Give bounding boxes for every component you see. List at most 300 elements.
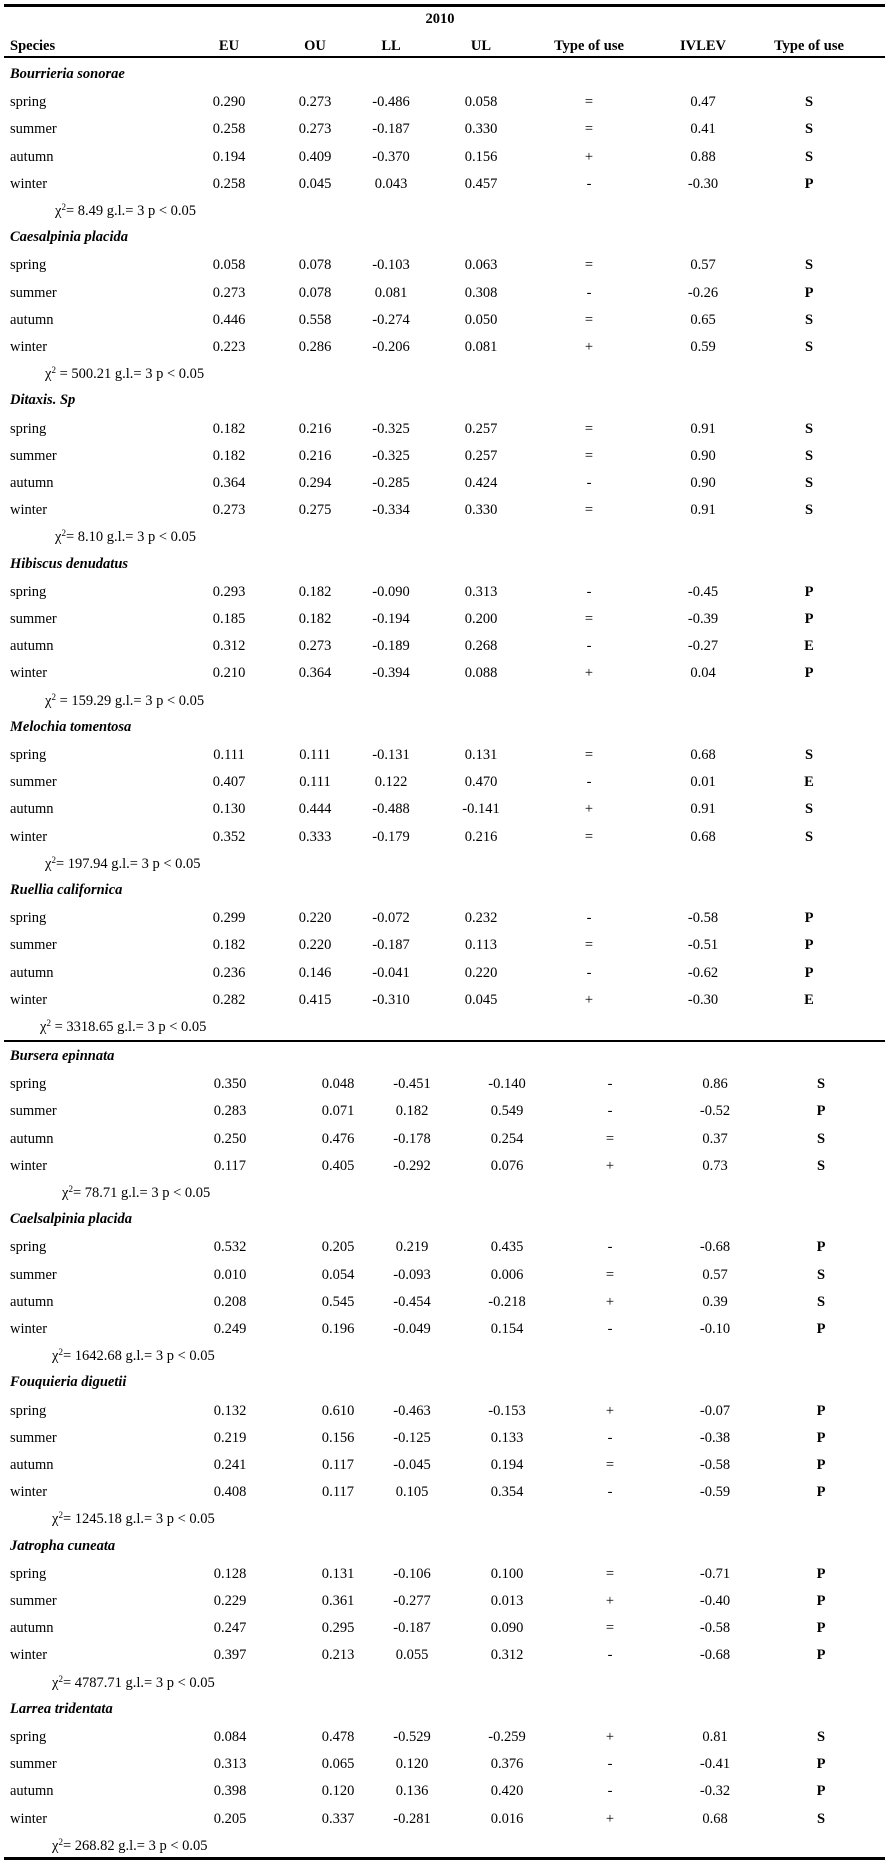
ivlev-cell: 0.39 [702,1293,728,1310]
ivlev-cell: 0.90 [690,447,716,464]
season-cell: winter [10,502,48,519]
ou-cell: 0.182 [298,611,332,627]
ou-cell: 0.196 [321,1321,355,1337]
ivlev-cell: -0.41 [699,1756,731,1773]
season-cell: autumn [10,1130,54,1147]
ivlev-cell: 0.86 [702,1076,728,1093]
ivlev-cell: -0.10 [699,1321,731,1337]
ou-cell: 0.048 [321,1076,355,1093]
season-cell: summer [10,1103,57,1120]
ivlev-cell: 0.57 [702,1266,728,1283]
class-cell: P [804,583,814,600]
ll-cell: -0.292 [393,1157,431,1174]
class-cell: S [804,475,814,491]
eu-cell: 0.111 [213,747,245,763]
section-divider [4,1040,885,1042]
chi-symbol: χ [45,692,52,709]
chi-square-note [45,692,204,710]
header-ul: UL [470,38,492,54]
sign-cell: = [584,311,594,328]
class-cell: P [804,611,814,627]
ivlev-cell: -0.68 [699,1647,731,1664]
ul-cell: 0.232 [464,910,498,927]
ul-cell: 0.549 [490,1103,524,1120]
sign-cell: = [584,420,594,437]
sign-cell: - [586,583,592,600]
eu-cell: 0.312 [212,638,246,655]
eu-cell: 0.293 [212,583,246,600]
ll-cell: -0.090 [372,583,410,600]
ll-cell: -0.454 [393,1293,431,1310]
chi-symbol: χ [62,1185,69,1201]
chi-value: = 268.82 g.l.= 3 p < 0.05 [62,1837,208,1854]
sign-cell: - [607,1321,613,1337]
ou-cell: 0.216 [298,447,332,464]
ul-cell: 0.435 [490,1239,524,1256]
ul-cell: -0.218 [488,1293,526,1310]
ll-cell: -0.189 [372,638,410,655]
chi-symbol: χ [45,366,52,383]
ul-cell: 0.308 [464,284,498,301]
eu-cell: 0.130 [212,801,246,818]
season-cell: winter [10,1647,48,1664]
ll-cell: -0.131 [372,747,410,763]
season-cell: autumn [10,1457,54,1473]
year-header: 2010 [425,11,455,27]
ivlev-cell: -0.68 [699,1239,731,1256]
header-ou: OU [304,38,326,54]
sign-cell: = [584,828,594,845]
eu-cell: 0.247 [213,1620,247,1637]
ll-cell: -0.049 [393,1321,431,1337]
chi-square-note [62,1184,210,1202]
class-cell: S [804,257,814,274]
header-ivlev: IVLEV [680,38,726,54]
ou-cell: 0.545 [321,1293,355,1310]
species-name: Bourrieria sonorae [10,66,125,82]
ll-cell: 0.219 [395,1239,429,1256]
ll-cell: -0.488 [372,801,410,818]
ll-cell: -0.274 [372,311,410,328]
species-name: Larrea tridentata [10,1700,113,1717]
class-cell: S [816,1266,826,1283]
class-cell: P [816,1457,826,1473]
ul-cell: 0.376 [490,1756,524,1773]
class-cell: S [804,801,814,818]
season-cell: spring [10,583,47,600]
chi-value: = 78.71 g.l.= 3 p < 0.05 [72,1185,211,1201]
sign-cell: - [607,1756,613,1773]
season-cell: winter [10,339,48,355]
chi-exponent: 2 [58,1510,63,1521]
class-cell: P [804,665,814,682]
sign-cell: + [605,1729,615,1745]
season-cell: winter [10,175,48,192]
ll-cell: -0.451 [393,1076,431,1093]
ivlev-cell: -0.30 [687,991,719,1008]
ou-cell: 0.273 [298,94,332,111]
sign-cell: = [584,257,594,274]
ll-cell: -0.187 [393,1620,431,1637]
season-cell: spring [10,910,47,927]
chi-symbol: χ [52,1348,59,1365]
eu-cell: 0.241 [213,1457,247,1473]
ivlev-cell: -0.52 [699,1103,731,1120]
chi-value: = 197.94 g.l.= 3 p < 0.05 [55,855,201,872]
ul-cell: 0.156 [464,148,498,165]
ivlev-cell: -0.58 [687,910,719,927]
chi-square-note [52,1347,215,1365]
class-cell: S [816,1076,826,1093]
ivlev-cell: 0.04 [690,665,716,682]
sign-cell: + [584,339,594,355]
ivlev-cell: -0.58 [699,1620,731,1637]
eu-cell: 0.364 [212,475,246,491]
sign-cell: + [605,1157,615,1174]
ou-cell: 0.220 [298,910,332,927]
ll-cell: -0.281 [393,1810,431,1827]
ivlev-cell: 0.57 [690,257,716,274]
chi-value: = 3318.65 g.l.= 3 p < 0.05 [50,1019,207,1035]
sign-cell: - [586,910,592,927]
ivlev-cell: 0.68 [690,747,716,763]
sign-cell: - [607,1484,613,1501]
ul-cell: 0.470 [464,774,498,791]
ul-cell: 0.006 [490,1266,524,1283]
eu-cell: 0.219 [213,1429,247,1446]
ivlev-cell: -0.51 [687,937,719,954]
sign-cell: - [586,284,592,301]
season-cell: autumn [10,1620,54,1637]
ul-cell: 0.050 [464,311,498,328]
ul-cell: 0.313 [464,583,498,600]
ul-cell: 0.090 [490,1620,524,1637]
chi-square-note [52,1510,215,1528]
chi-symbol: χ [52,1837,59,1854]
eu-cell: 0.128 [213,1565,247,1582]
ul-cell: 0.194 [490,1457,524,1473]
species-name: Hibiscus denudatus [10,555,129,572]
class-cell: P [804,910,814,927]
eu-cell: 0.313 [213,1756,247,1773]
sign-cell: - [586,638,592,655]
ul-cell: 0.330 [464,121,498,138]
ul-cell: 0.131 [464,747,498,763]
season-cell: winter [10,991,48,1008]
eu-cell: 0.249 [213,1321,247,1337]
season-cell: summer [10,774,57,791]
sign-cell: - [607,1783,613,1800]
sign-cell: = [605,1130,615,1147]
ul-cell: 0.420 [490,1783,524,1800]
chi-square-note [45,365,204,383]
ll-cell: -0.370 [372,148,410,165]
sign-cell: - [607,1103,613,1120]
ll-cell: -0.041 [372,964,410,981]
ivlev-cell: 0.91 [690,502,716,519]
species-name: Fouquieria diguetii [10,1374,127,1391]
ou-cell: 0.054 [321,1266,355,1283]
ul-cell: 0.254 [490,1130,524,1147]
ul-cell: -0.153 [488,1402,526,1419]
season-cell: spring [10,1565,47,1582]
ll-cell: -0.463 [393,1402,431,1419]
season-cell: winter [10,1484,48,1501]
ivlev-cell: 0.47 [690,94,716,111]
season-cell: autumn [10,964,54,981]
class-cell: P [816,1593,826,1609]
ll-cell: -0.187 [372,937,410,954]
ivlev-cell: 0.68 [690,828,716,845]
ul-cell: 0.076 [490,1157,524,1174]
eu-cell: 0.398 [213,1783,247,1800]
season-cell: summer [10,284,57,301]
class-cell: P [804,964,814,981]
season-cell: autumn [10,1293,54,1310]
eu-cell: 0.408 [213,1484,247,1501]
season-cell: autumn [10,475,54,491]
eu-cell: 0.236 [212,964,246,981]
ll-cell: -0.103 [372,257,410,274]
ivlev-cell: -0.39 [687,611,719,627]
sign-cell: = [605,1620,615,1637]
ou-cell: 0.117 [321,1484,355,1501]
ivlev-cell: 0.59 [690,339,716,355]
class-cell: P [804,284,814,301]
species-name: Jatropha cuneata [10,1537,116,1554]
chi-symbol: χ [45,855,52,872]
ou-cell: 0.220 [298,937,332,954]
eu-cell: 0.283 [213,1103,247,1120]
ul-cell: 0.216 [464,828,498,845]
ul-cell: 0.200 [464,611,498,627]
ivlev-cell: -0.40 [699,1593,731,1609]
class-cell: S [804,339,814,355]
eu-cell: 0.132 [213,1402,247,1419]
ll-cell: -0.325 [372,447,410,464]
ul-cell: -0.259 [488,1729,526,1745]
ou-cell: 0.131 [321,1565,355,1582]
ul-cell: 0.063 [464,257,498,274]
ul-cell: 0.113 [464,937,498,954]
season-cell: summer [10,121,57,138]
ll-cell: 0.043 [374,175,408,192]
species-name: Caesalpinia placida [10,229,129,246]
class-cell: S [804,747,814,763]
season-cell: autumn [10,148,54,165]
ll-cell: 0.120 [395,1756,429,1773]
class-cell: P [816,1756,826,1773]
class-cell: S [804,311,814,328]
chi-symbol: χ [55,203,62,219]
sign-cell: - [586,964,592,981]
sign-cell: + [584,148,594,165]
sign-cell: = [584,937,594,954]
eu-cell: 0.350 [213,1076,247,1093]
ou-cell: 0.558 [298,311,332,328]
ou-cell: 0.156 [321,1429,355,1446]
class-cell: P [816,1103,826,1120]
chi-symbol: χ [52,1511,59,1528]
sign-cell: + [584,801,594,818]
ll-cell: -0.486 [372,94,410,111]
ou-cell: 0.273 [298,638,332,655]
ul-cell: 0.100 [490,1565,524,1582]
chi-value: = 8.49 g.l.= 3 p < 0.05 [65,203,196,219]
ivlev-cell: -0.32 [699,1783,731,1800]
ul-cell: 0.424 [464,475,498,491]
sign-cell: - [607,1429,613,1446]
sign-cell: + [584,991,594,1008]
ivlev-cell: 0.91 [690,801,716,818]
chi-square-note [55,202,196,220]
class-cell: P [816,1321,826,1337]
sign-cell: = [584,611,594,627]
eu-cell: 0.205 [213,1810,247,1827]
ul-cell: 0.257 [464,420,498,437]
ll-cell: -0.394 [372,665,410,682]
class-cell: P [816,1647,826,1664]
header-ll: LL [381,38,401,54]
sign-cell: - [607,1239,613,1256]
eu-cell: 0.084 [213,1729,247,1745]
ivlev-cell: -0.62 [687,964,719,981]
ivlev-cell: 0.90 [690,475,716,491]
ou-cell: 0.078 [298,284,332,301]
ll-cell: -0.334 [372,502,410,519]
header-eu: EU [218,38,240,54]
season-cell: summer [10,447,57,464]
season-cell: autumn [10,1783,54,1800]
ou-cell: 0.146 [298,964,332,981]
chi-value: = 159.29 g.l.= 3 p < 0.05 [55,692,205,709]
ou-cell: 0.111 [299,747,331,763]
chi-symbol: χ [52,1674,59,1691]
ou-cell: 0.182 [298,583,332,600]
species-name: Ditaxis. Sp [10,392,76,409]
chi-symbol: χ [55,529,62,546]
sign-cell: - [586,175,592,192]
season-cell: summer [10,1593,57,1609]
ivlev-cell: -0.59 [699,1484,731,1501]
eu-cell: 0.182 [212,420,246,437]
eu-cell: 0.223 [212,339,246,355]
eu-cell: 0.010 [213,1266,247,1283]
ll-cell: -0.310 [372,991,410,1008]
season-cell: winter [10,1810,48,1827]
eu-cell: 0.058 [212,257,246,274]
eu-cell: 0.194 [212,148,246,165]
ll-cell: 0.122 [374,774,408,791]
chi-value: = 1642.68 g.l.= 3 p < 0.05 [62,1348,215,1365]
ou-cell: 0.045 [298,175,332,192]
ivlev-cell: -0.26 [687,284,719,301]
season-cell: spring [10,257,47,274]
season-cell: summer [10,937,57,954]
chi-exponent: 2 [51,365,56,376]
eu-cell: 0.117 [213,1157,247,1174]
ou-cell: 0.333 [298,828,332,845]
sign-cell: = [584,747,594,763]
sign-cell: = [584,121,594,138]
ou-cell: 0.295 [321,1620,355,1637]
eu-cell: 0.258 [212,121,246,138]
ll-cell: 0.182 [395,1103,429,1120]
sign-cell: + [605,1593,615,1609]
class-cell: S [804,94,814,111]
season-cell: spring [10,1729,47,1745]
season-cell: spring [10,94,47,111]
ou-cell: 0.205 [321,1239,355,1256]
chi-exponent: 2 [61,202,66,212]
ou-cell: 0.478 [321,1729,355,1745]
season-cell: summer [10,1429,57,1446]
season-cell: autumn [10,311,54,328]
chi-square-note [40,1018,206,1036]
class-cell: P [816,1429,826,1446]
ou-cell: 0.405 [321,1157,355,1174]
eu-cell: 0.273 [212,502,246,519]
class-cell: S [804,420,814,437]
eu-cell: 0.250 [213,1130,247,1147]
ivlev-cell: -0.07 [699,1402,731,1419]
class-cell: S [816,1157,826,1174]
chi-square-note [45,855,201,873]
ul-cell: 0.330 [464,502,498,519]
ul-cell: -0.141 [462,801,500,818]
ll-cell: -0.179 [372,828,410,845]
ivlev-cell: 0.73 [702,1157,728,1174]
header-type-of-use-sign: Type of use [554,38,624,54]
season-cell: summer [10,1756,57,1773]
chi-value: = 4787.71 g.l.= 3 p < 0.05 [62,1674,215,1691]
ul-cell: 0.354 [490,1484,524,1501]
ll-cell: -0.194 [372,611,410,627]
ul-cell: 0.016 [490,1810,524,1827]
ul-cell: 0.081 [464,339,498,355]
ivlev-cell: -0.71 [699,1565,731,1582]
eu-cell: 0.299 [212,910,246,927]
chi-exponent: 2 [61,528,66,539]
sign-cell: = [605,1266,615,1283]
species-name: Caelsalpinia placida [10,1211,133,1228]
ou-cell: 0.273 [298,121,332,138]
season-cell: winter [10,1157,48,1174]
chi-exponent: 2 [68,1184,73,1194]
season-cell: winter [10,665,48,682]
eu-cell: 0.532 [213,1239,247,1256]
header-type-of-use-class: Type of use [774,38,844,54]
ivlev-cell: -0.58 [699,1457,731,1473]
chi-exponent: 2 [51,854,56,865]
ul-cell: 0.312 [490,1647,524,1664]
ul-cell: -0.140 [488,1076,526,1093]
ou-cell: 0.286 [298,339,332,355]
chi-value: = 500.21 g.l.= 3 p < 0.05 [55,366,205,383]
season-cell: winter [10,1321,48,1337]
ou-cell: 0.361 [321,1593,355,1609]
eu-cell: 0.185 [212,611,246,627]
class-cell: S [804,828,814,845]
ll-cell: -0.045 [393,1457,431,1473]
ivlev-cell: 0.81 [702,1729,728,1745]
ou-cell: 0.364 [298,665,332,682]
ou-cell: 0.610 [321,1402,355,1419]
class-cell: S [804,121,814,138]
season-cell: spring [10,1076,47,1093]
class-cell: S [816,1729,826,1745]
top-rule [4,4,885,7]
